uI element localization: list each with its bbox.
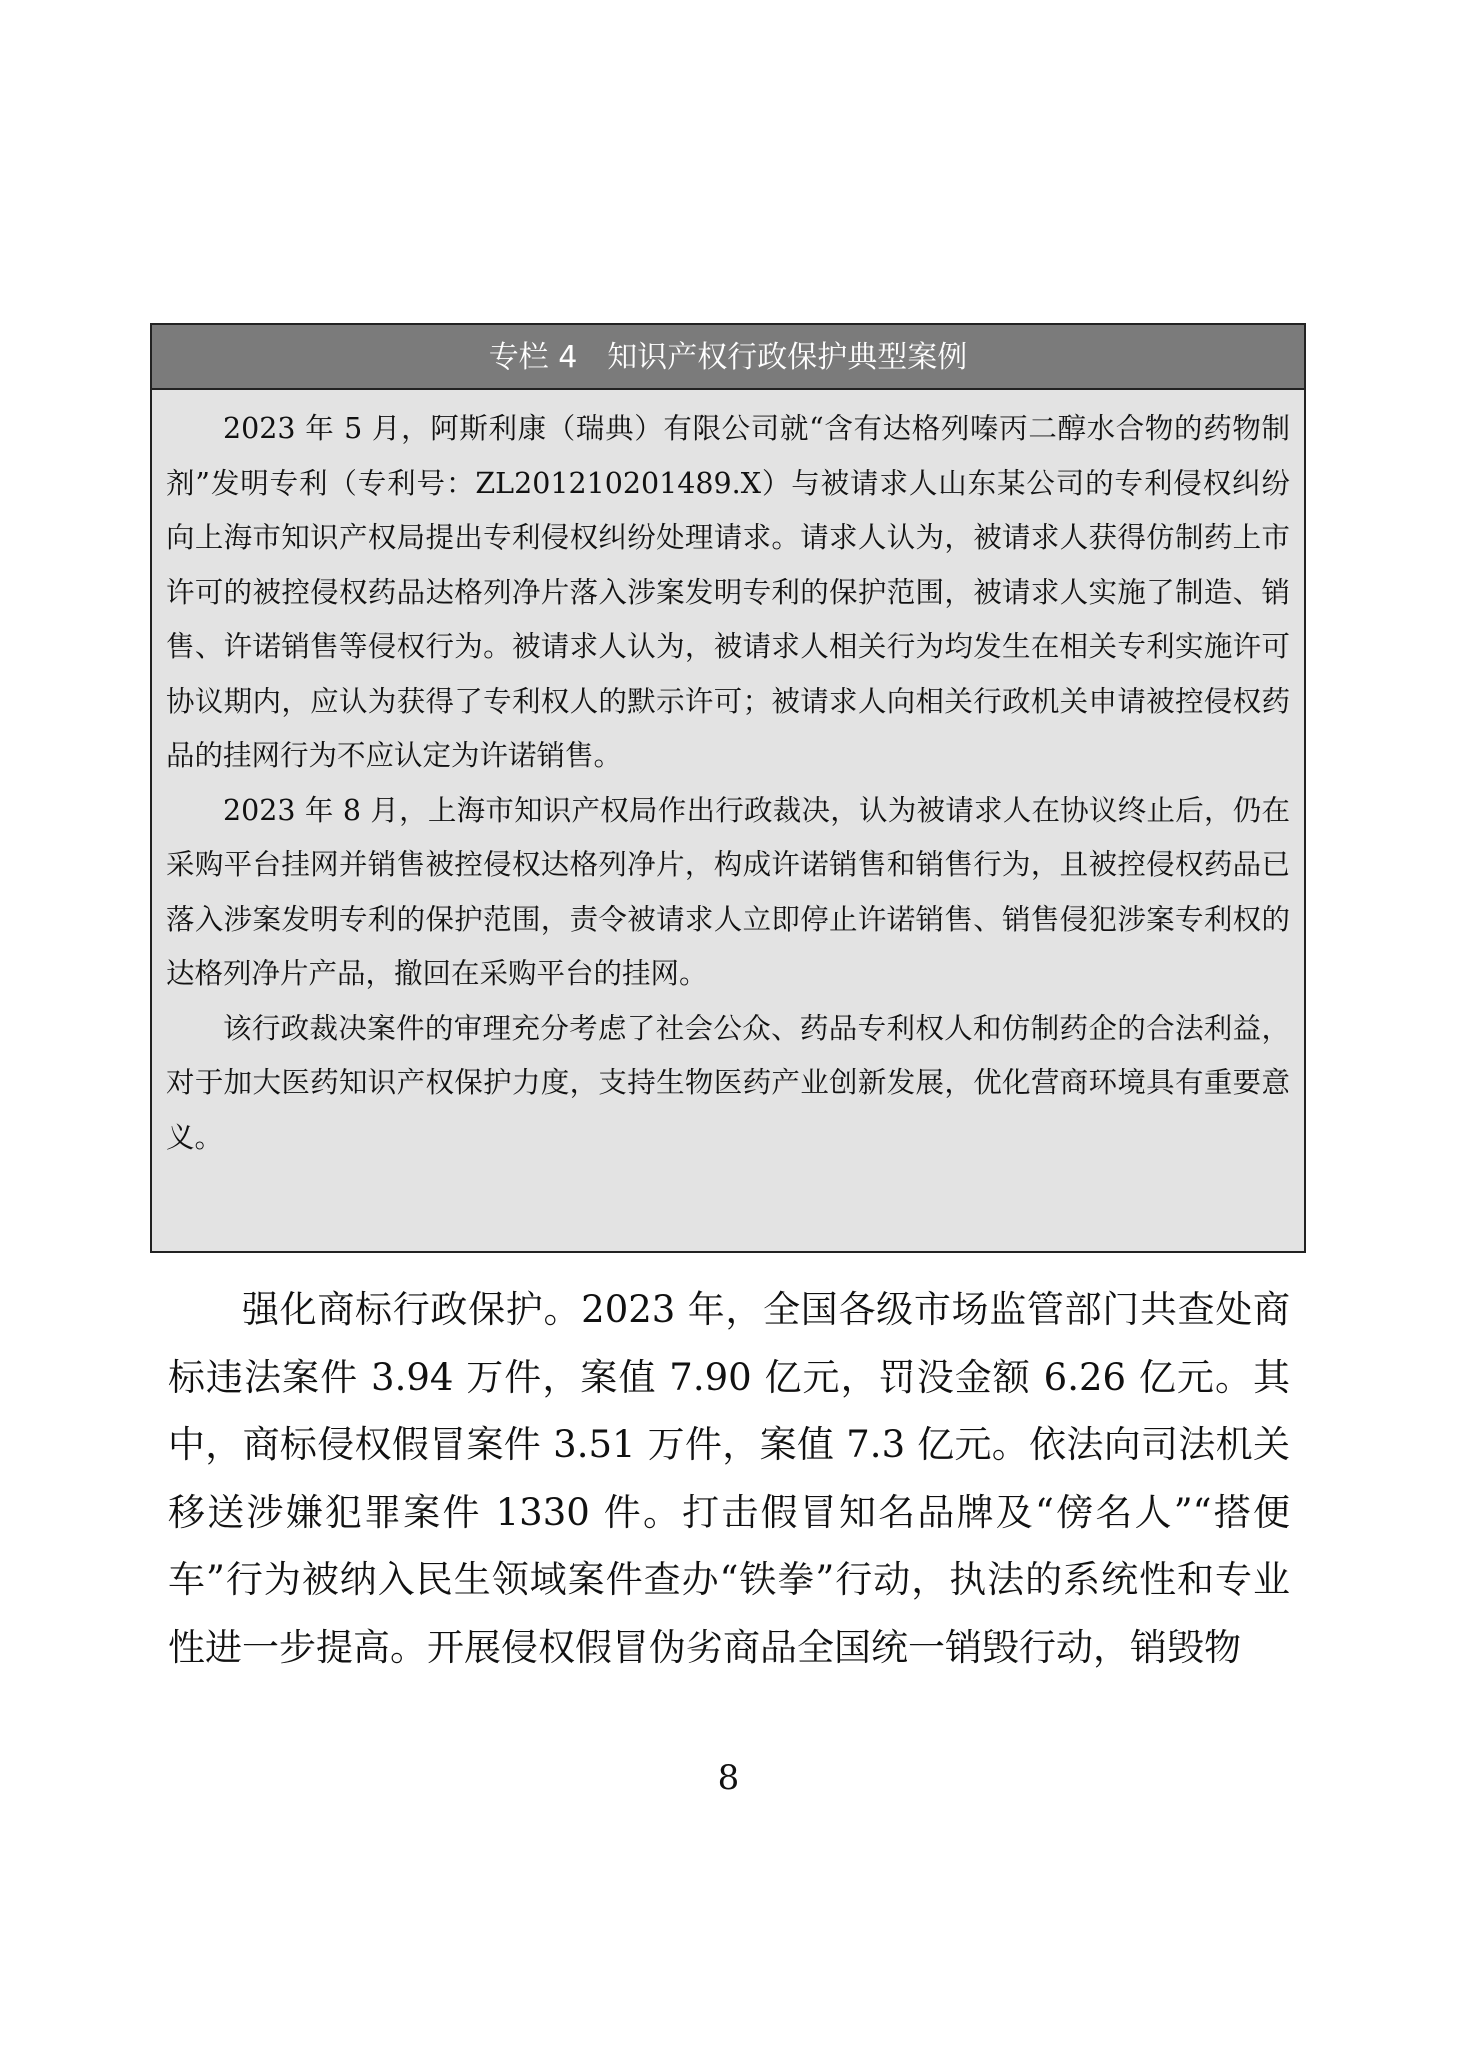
case-study-body [152,390,1304,1165]
case-study-box [150,323,1306,1253]
body-text [168,1276,1290,1681]
trademark-protection-paragraph: 强化商标行政保护。2023 年，全国各级市场监管部门共查处商标违法案件 3.94 万件，案值 7.90 亿元，罚没金额 6.26 亿元。其中，商标侵权假冒案件 3.51 万件，案值 7.3 亿元。依法向司法机关移送涉嫌犯罪案件 1330 件。打击假冒知名品牌及“傍名人”“搭便车”行为被纳入民生领域案件查办“铁拳”行动，执法的系统性和专业性进一步提高。开展侵权假冒伪劣商品全国统一销毁行动，销毁物 [168,1288,1290,1669]
case-paragraph-1: 2023 年 5 月，阿斯利康（瑞典）有限公司就“含有达格列嗪丙二醇水合物的药物制剂”发明专利（专利号：ZL201210201489.X）与被请求人山东某公司的专利侵权纠纷向上海市知识产权局提出专利侵权纠纷处理请求。请求人认为，被请求人获得仿制药上市许可的被控侵权药品达格列净片落入涉案发明专利的保护范围，被请求人实施了制造、销售、许诺销售等侵权行为。被请求人认为，被请求人相关行为均发生在相关专利实施许可协议期内，应认为获得了专利权人的默示许可；被请求人向相关行政机关申请被控侵权药品的挂网行为不应认定为许诺销售。 [166,412,1290,772]
case-paragraph-3: 该行政裁决案件的审理充分考虑了社会公众、药品专利权人和仿制药企的合法利益，对于加大医药知识产权保护力度，支持生物医药产业创新发展，优化营商环境具有重要意义。 [166,1011,1290,1154]
page-number: 8 [717,1758,740,1798]
case-paragraph-2: 2023 年 8 月，上海市知识产权局作出行政裁决，认为被请求人在协议终止后，仍在采购平台挂网并销售被控侵权达格列净片，构成许诺销售和销售行为，且被控侵权药品已落入涉案发明专利的保护范围，责令被请求人立即停止许诺销售、销售侵犯涉案专利权的达格列净片产品，撤回在采购平台的挂网。 [166,793,1290,990]
case-study-title: 专栏 4 知识产权行政保护典型案例 [152,325,1304,390]
